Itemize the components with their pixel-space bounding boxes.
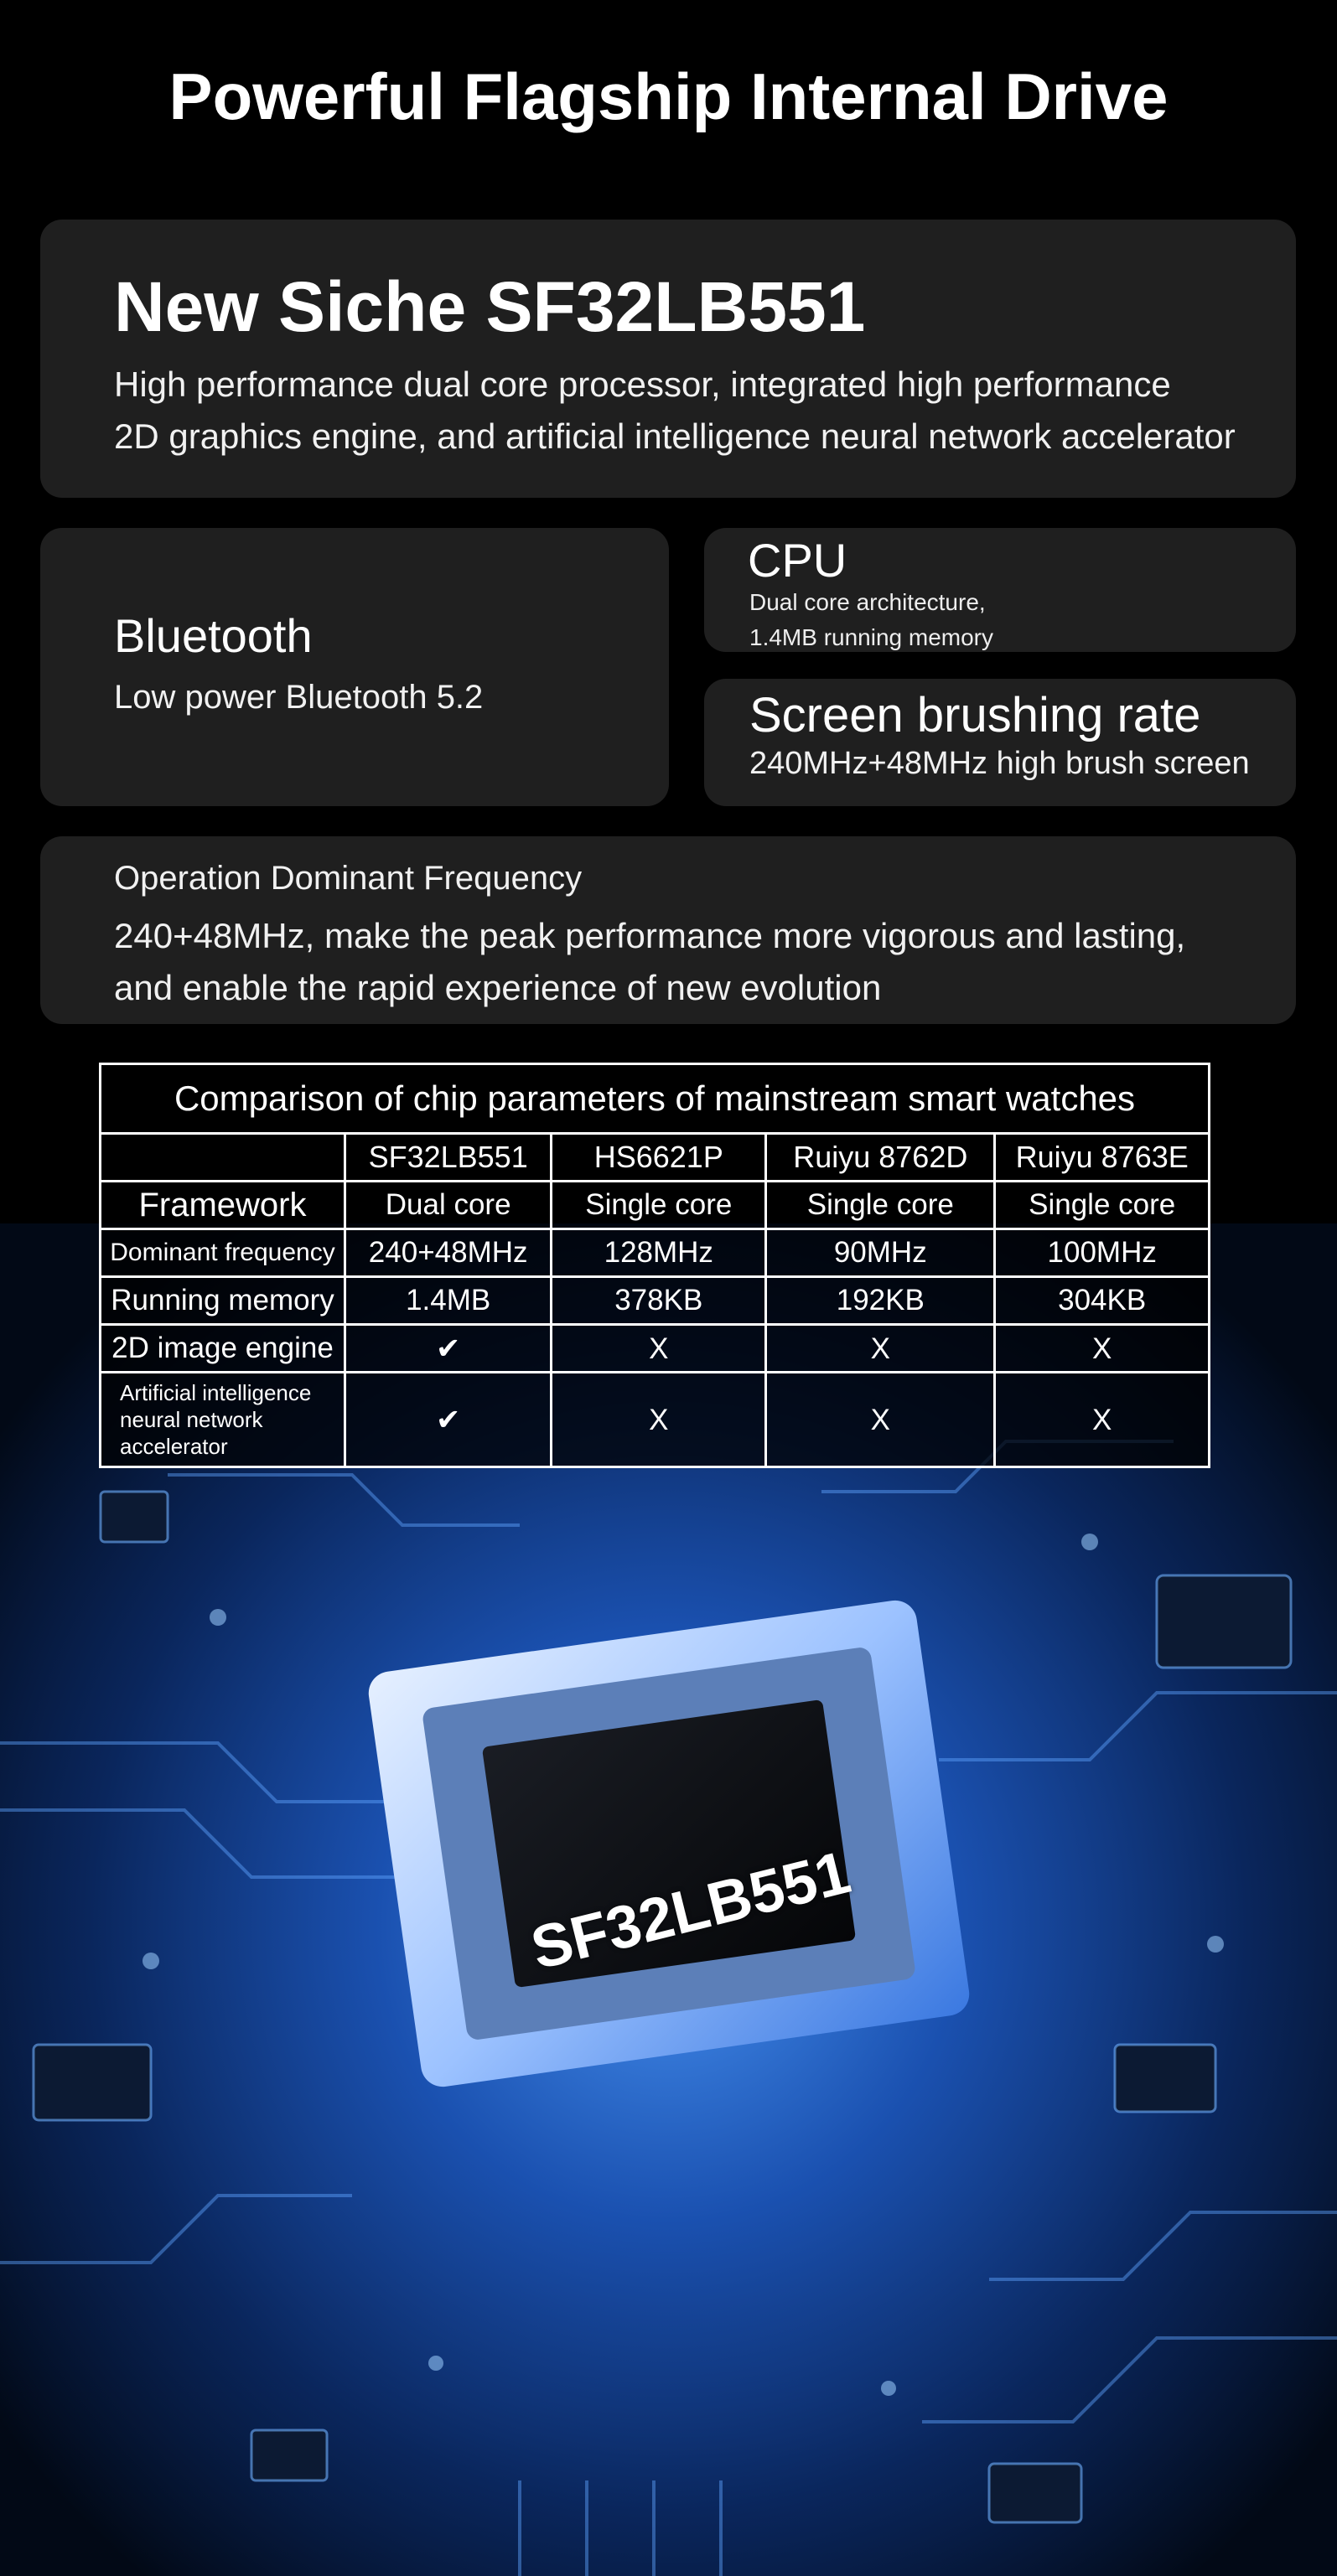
column-header: Ruiyu 8762D	[766, 1134, 995, 1182]
bluetooth-title: Bluetooth	[114, 609, 313, 662]
table-cell: 192KB	[766, 1277, 995, 1325]
chip-description	[114, 359, 1288, 463]
cross-icon: X	[552, 1325, 766, 1373]
cross-icon: X	[995, 1325, 1210, 1373]
table-cell: Single core	[766, 1182, 995, 1229]
row-label: Running memory	[101, 1277, 345, 1325]
table-row	[101, 1373, 1210, 1467]
table-header-row	[101, 1134, 1210, 1182]
table-row	[101, 1229, 1210, 1277]
table-cell: 128MHz	[552, 1229, 766, 1277]
row-label: Framework	[101, 1182, 345, 1229]
row-label: Dominant frequency	[101, 1229, 345, 1277]
chip-label: SF32LB551	[524, 1839, 857, 1983]
screen-rate-title: Screen brushing rate	[749, 688, 1201, 742]
cross-icon: X	[766, 1325, 995, 1373]
cross-icon: X	[766, 1373, 995, 1467]
table-cell: 378KB	[552, 1277, 766, 1325]
screen-rate-description: 240MHz+48MHz high brush screen	[749, 746, 1250, 781]
column-header: Ruiyu 8763E	[995, 1134, 1210, 1182]
table-cell: 90MHz	[766, 1229, 995, 1277]
row-label: 2D image engine	[101, 1325, 345, 1373]
chip-description-line-1: High performance dual core processor, integrated high performance	[114, 365, 1171, 404]
cross-icon: X	[552, 1373, 766, 1467]
table-row	[101, 1325, 1210, 1373]
check-icon: ✔	[345, 1373, 551, 1467]
chip-description-line-2: 2D graphics engine, and artificial intelligence neural network accelerator	[114, 416, 1236, 456]
check-icon: ✔	[345, 1325, 551, 1373]
row-label-line-2: neural network	[120, 1407, 263, 1432]
frequency-title: Operation Dominant Frequency	[114, 860, 583, 897]
chip-comparison-table	[99, 1063, 1210, 1468]
column-header: HS6621P	[552, 1134, 766, 1182]
row-label	[101, 1373, 345, 1467]
screen-rate-card	[704, 679, 1296, 806]
table-cell: Dual core	[345, 1182, 551, 1229]
cpu-title: CPU	[748, 534, 847, 587]
table-cell: 240+48MHz	[345, 1229, 551, 1277]
table-row	[101, 1182, 1210, 1229]
table-cell: Single core	[995, 1182, 1210, 1229]
table-cell: 1.4MB	[345, 1277, 551, 1325]
row-label-line-3: accelerator	[120, 1434, 228, 1459]
bluetooth-card	[40, 528, 669, 806]
cpu-description	[749, 585, 993, 655]
cross-icon: X	[995, 1373, 1210, 1467]
row-label-line-1: Artificial intelligence	[120, 1380, 312, 1405]
table-cell: 100MHz	[995, 1229, 1210, 1277]
cpu-description-line-2: 1.4MB running memory	[749, 624, 994, 650]
frequency-description-line-2: and enable the rapid experience of new evolution	[114, 968, 882, 1007]
table-cell: 304KB	[995, 1277, 1210, 1325]
column-header: SF32LB551	[345, 1134, 551, 1182]
frequency-description	[114, 910, 1304, 1014]
cpu-card	[704, 528, 1296, 652]
table-caption: Comparison of chip parameters of mainstream smart watches	[101, 1064, 1210, 1134]
cpu-description-line-1: Dual core architecture,	[749, 589, 986, 615]
frequency-card	[40, 836, 1296, 1024]
frequency-description-line-1: 240+48MHz, make the peak performance more vigorous and lasting,	[114, 916, 1186, 955]
page-title: Powerful Flagship Internal Drive	[168, 59, 1169, 133]
chip-heading: New Siche SF32LB551	[114, 267, 866, 346]
table-cell: Single core	[552, 1182, 766, 1229]
main-chip-card	[40, 220, 1296, 498]
bluetooth-description: Low power Bluetooth 5.2	[114, 679, 484, 716]
table-corner-cell	[101, 1134, 345, 1182]
table-row	[101, 1277, 1210, 1325]
table-caption-row	[101, 1064, 1210, 1134]
